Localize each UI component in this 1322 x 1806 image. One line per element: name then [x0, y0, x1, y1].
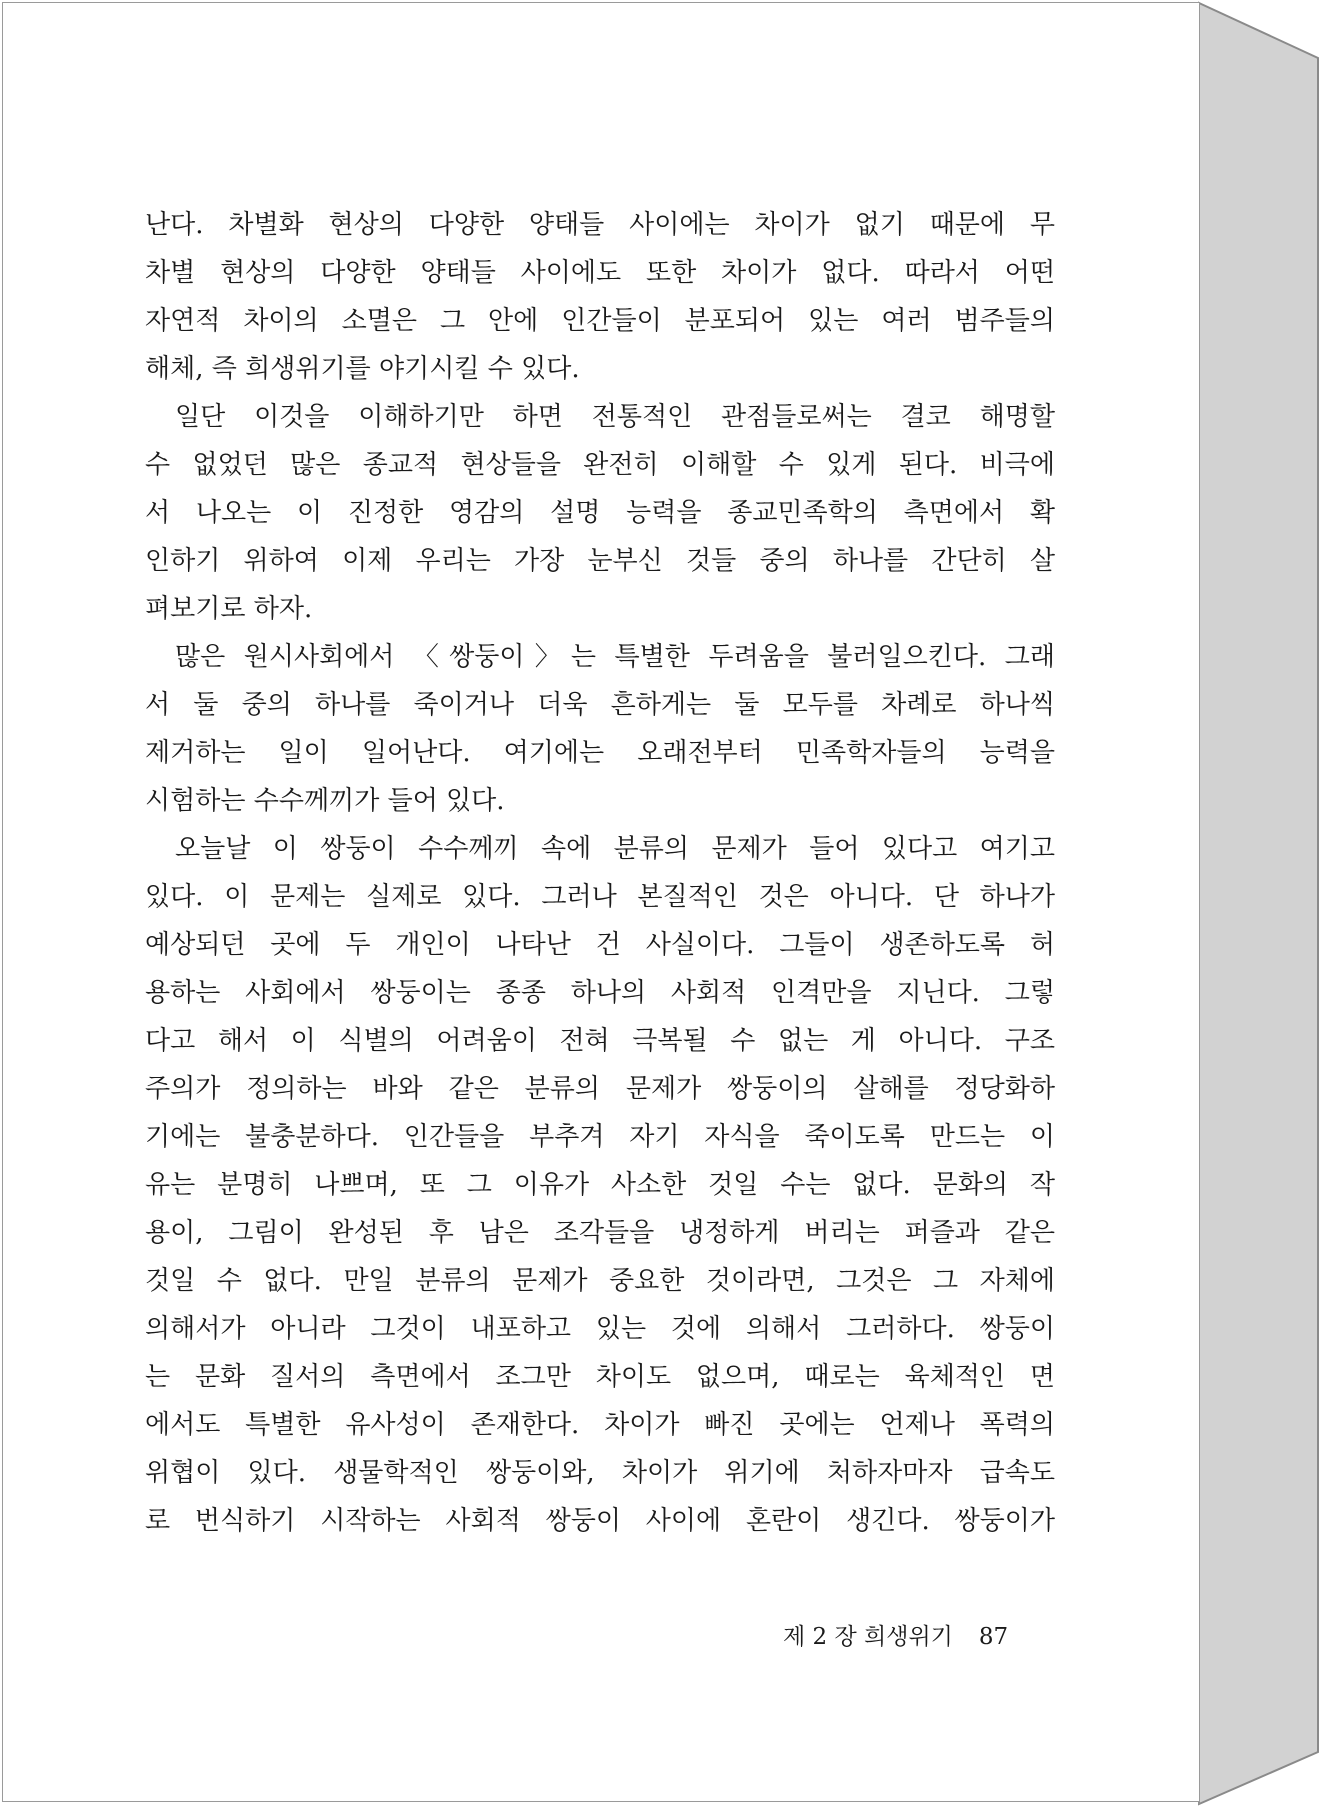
text-line: 는 문화 질서의 측면에서 조그만 차이도 없으며, 때로는 육체적인 면 [145, 1362, 1055, 1392]
text-line: 주의가 정의하는 바와 같은 분류의 문제가 쌍둥이의 살해를 정당화하 [145, 1074, 1055, 1104]
paragraph [145, 393, 1055, 633]
paragraph [145, 201, 1055, 393]
text-line: 용이, 그림이 완성된 후 남은 조각들을 냉정하게 버리는 퍼즐과 같은 [145, 1218, 1055, 1248]
text-line: 오늘날 이 쌍둥이 수수께끼 속에 분류의 문제가 들어 있다고 여기고 [175, 834, 1055, 864]
text-line: 로 번식하기 시작하는 사회적 쌍둥이 사이에 혼란이 생긴다. 쌍둥이가 [145, 1506, 1055, 1536]
text-line: 시험하는 수수께끼가 들어 있다. [145, 786, 505, 816]
text-line: 의해서가 아니라 그것이 내포하고 있는 것에 의해서 그러하다. 쌍둥이 [145, 1314, 1055, 1344]
text-line: 일단 이것을 이해하기만 하면 전통적인 관점들로써는 결코 해명할 [175, 402, 1055, 432]
text-line: 에서도 특별한 유사성이 존재한다. 차이가 빠진 곳에는 언제나 폭력의 [145, 1410, 1055, 1440]
paragraph [145, 825, 1055, 1545]
text-line: 차별 현상의 다양한 양태들 사이에도 또한 차이가 없다. 따라서 어떤 [145, 258, 1055, 288]
page-number: 87 [978, 1624, 1009, 1650]
running-footer [783, 1617, 1023, 1657]
text-line: 용하는 사회에서 쌍둥이는 종종 하나의 사회적 인격만을 지닌다. 그렇 [145, 978, 1055, 1008]
text-line: 기에는 불충분하다. 인간들을 부추겨 자기 자식을 죽이도록 만드는 이 [145, 1122, 1055, 1152]
text-line: 유는 분명히 나쁘며, 또 그 이유가 사소한 것일 수는 없다. 문화의 작 [145, 1170, 1055, 1200]
text-line: 많은 원시사회에서 〈쌍둥이〉는 특별한 두려움을 불러일으킨다. 그래 [175, 642, 1055, 672]
body-text [145, 201, 1055, 1545]
text-line: 펴보기로 하자. [145, 594, 313, 624]
text-line: 위협이 있다. 생물학적인 쌍둥이와, 차이가 위기에 처하자마자 급속도 [145, 1458, 1055, 1488]
text-line: 자연적 차이의 소멸은 그 안에 인간들이 분포되어 있는 여러 범주들의 [145, 306, 1055, 336]
paragraph [145, 633, 1055, 825]
text-line: 서 둘 중의 하나를 죽이거나 더욱 흔하게는 둘 모두를 차례로 하나씩 [145, 690, 1055, 720]
text-line: 있다. 이 문제는 실제로 있다. 그러나 본질적인 것은 아니다. 단 하나가 [145, 882, 1055, 912]
text-line: 난다. 차별화 현상의 다양한 양태들 사이에는 차이가 없기 때문에 무 [145, 210, 1055, 240]
text-line: 해체, 즉 희생위기를 야기시킬 수 있다. [145, 354, 580, 384]
text-line: 예상되던 곳에 두 개인이 나타난 건 사실이다. 그들이 생존하도록 허 [145, 930, 1055, 960]
text-line: 인하기 위하여 이제 우리는 가장 눈부신 것들 중의 하나를 간단히 살 [145, 546, 1055, 576]
text-line: 것일 수 없다. 만일 분류의 문제가 중요한 것이라면, 그것은 그 자체에 [145, 1266, 1055, 1296]
text-line: 수 없었던 많은 종교적 현상들을 완전히 이해할 수 있게 된다. 비극에 [145, 450, 1055, 480]
text-line: 다고 해서 이 식별의 어려움이 전혀 극복될 수 없는 게 아니다. 구조 [145, 1026, 1055, 1056]
book-page [2, 2, 1200, 1802]
text-line: 서 나오는 이 진정한 영감의 설명 능력을 종교민족학의 측면에서 확 [145, 498, 1055, 528]
chapter-title: 제 2 장 희생위기 [783, 1624, 953, 1650]
text-line: 제거하는 일이 일어난다. 여기에는 오래전부터 민족학자들의 능력을 [145, 738, 1055, 768]
